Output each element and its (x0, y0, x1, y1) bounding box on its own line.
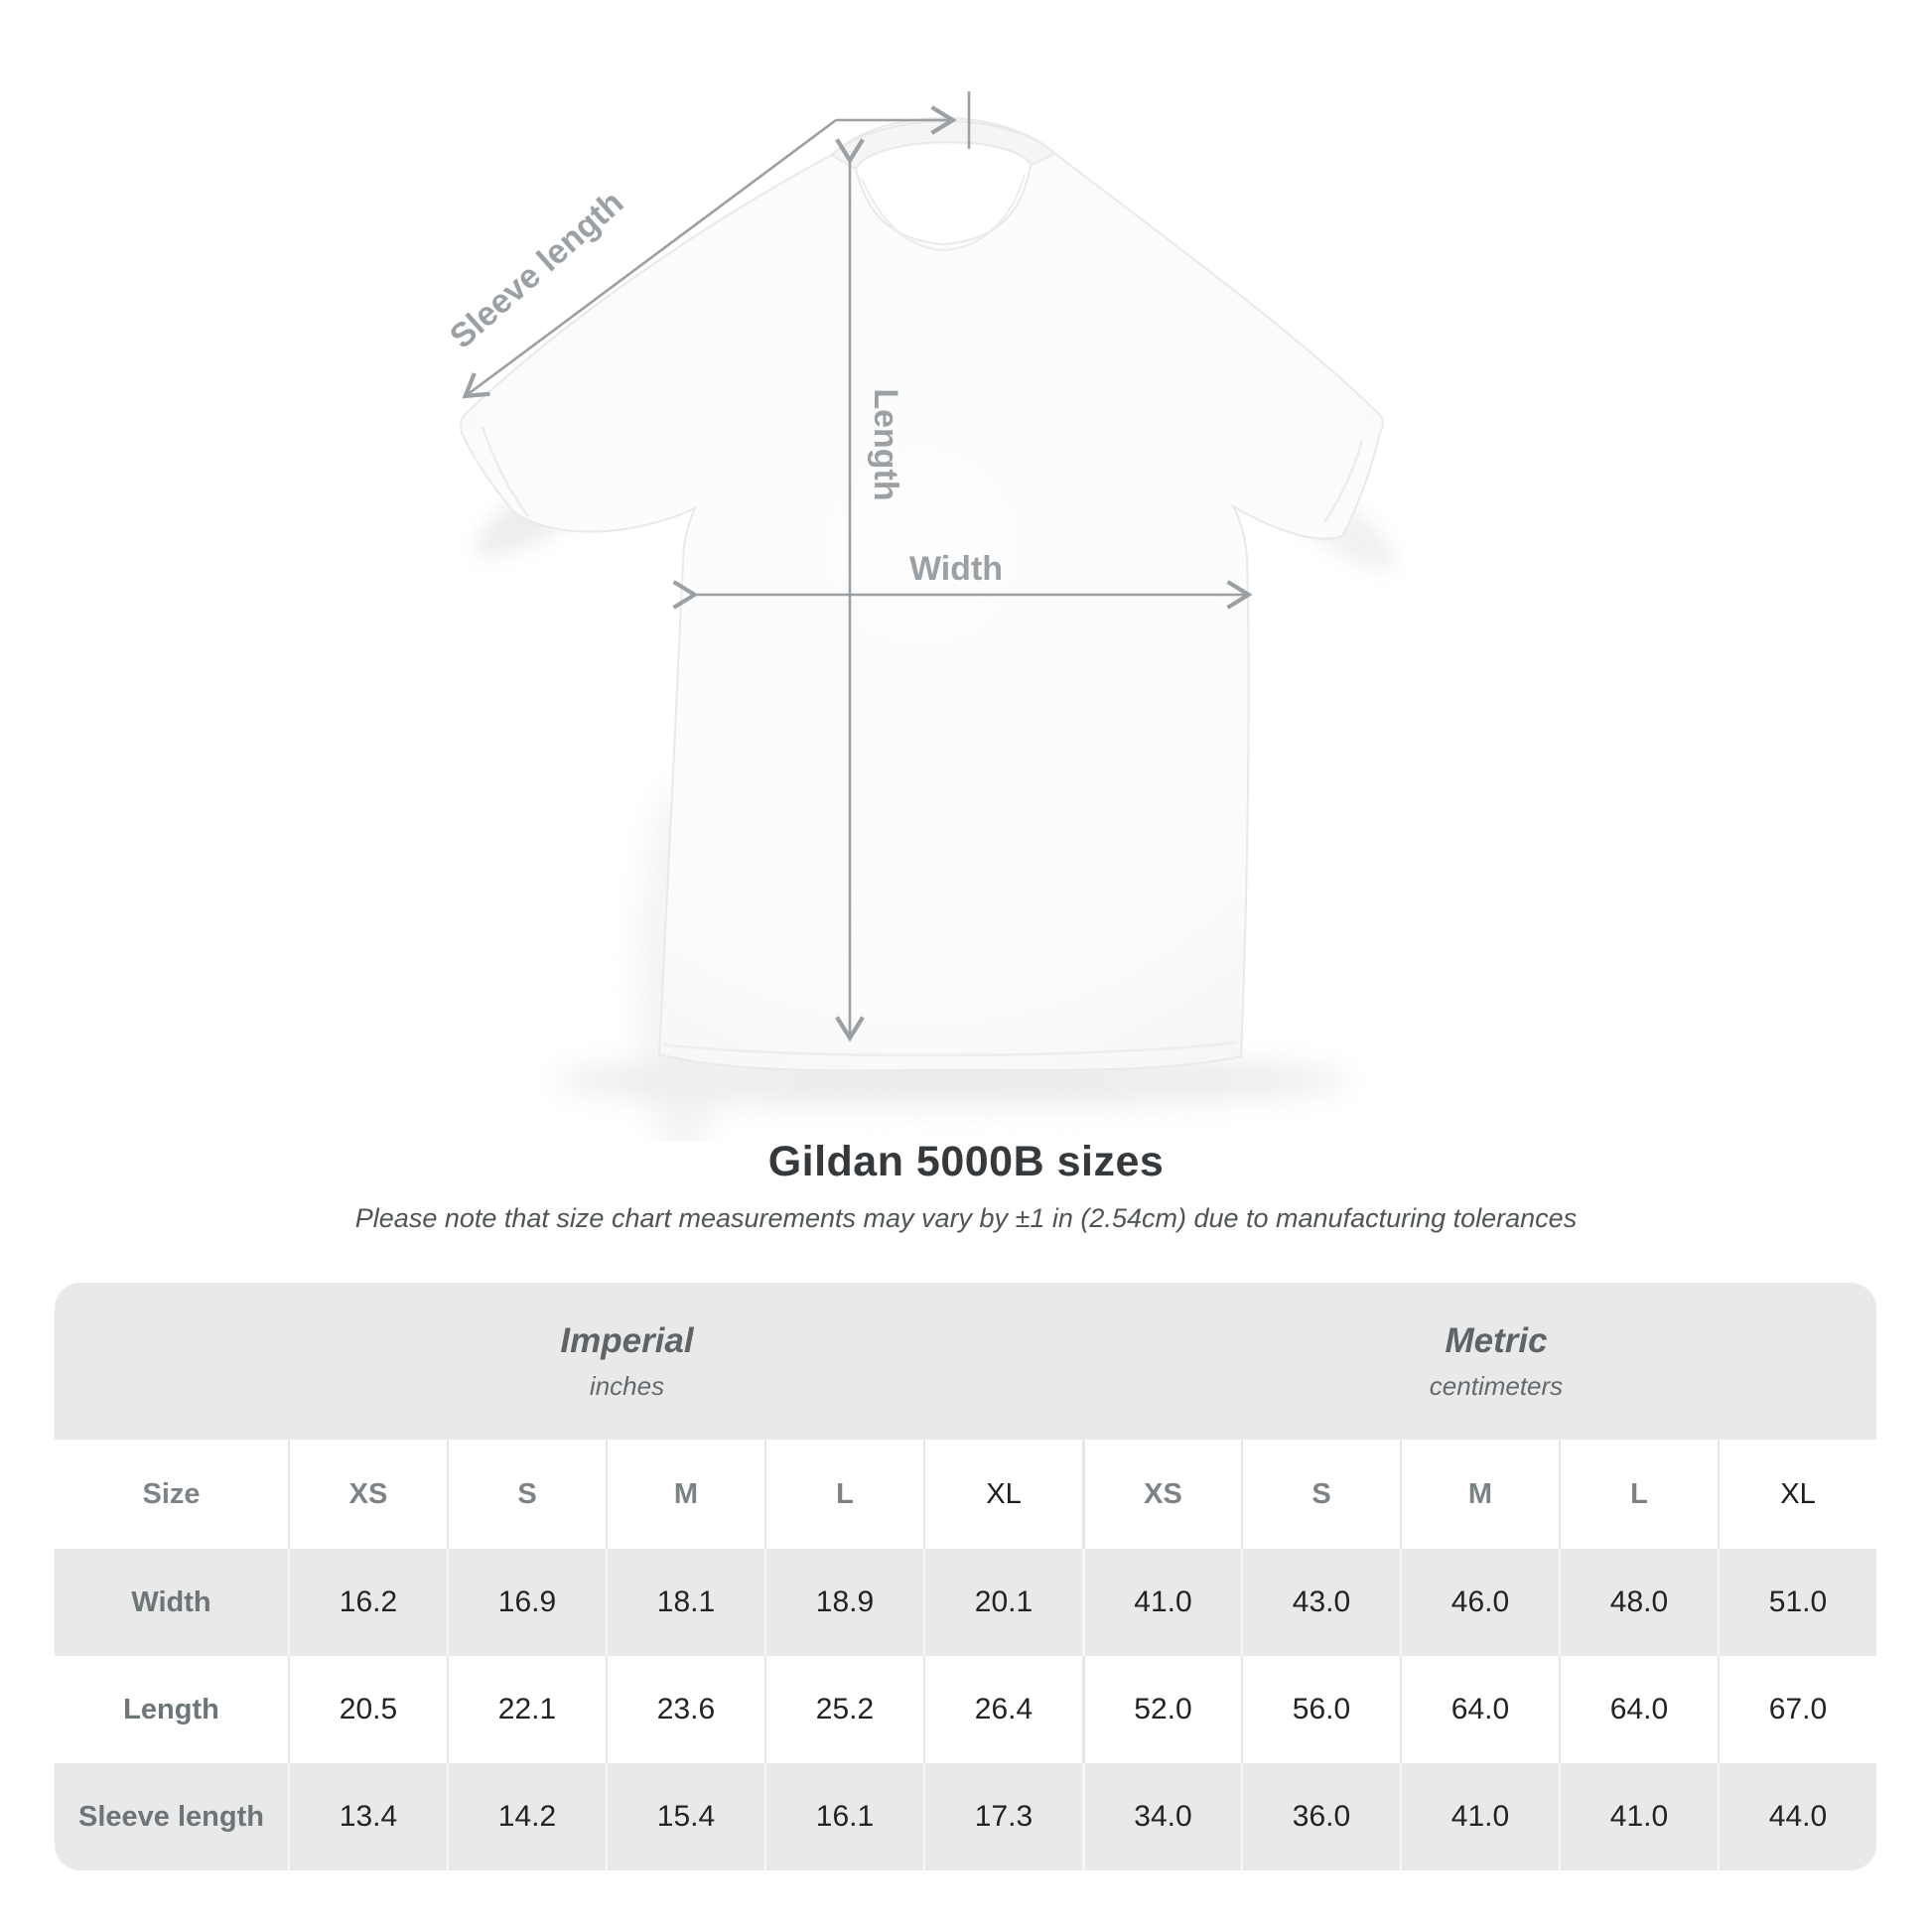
cell-value-text: 46.0 (1450, 1586, 1510, 1618)
cell-value-text: 64.0 (1450, 1693, 1510, 1725)
tolerance-note: Please note that size chart measurements may vary by ±1 in (2.54cm) due to manufacturing tolerances (354, 1203, 1578, 1233)
cell-value-text: 43.0 (1292, 1586, 1351, 1618)
sleeve-length-label: Sleeve length (443, 183, 631, 356)
size-header-cell (55, 1440, 288, 1549)
cell-value-text: L (1630, 1477, 1648, 1510)
value-cell (764, 1656, 923, 1763)
column-header (288, 1440, 447, 1549)
size-chart-table (55, 1283, 1876, 1870)
cell-label-text: Size (142, 1477, 201, 1510)
cell-value-text: 25.2 (815, 1693, 875, 1725)
cell-value-text: 16.2 (339, 1586, 398, 1618)
value-cell (1241, 1763, 1400, 1870)
cell-value-text: 15.4 (656, 1800, 716, 1833)
table-row (55, 1656, 1876, 1763)
size-grid (55, 1440, 1876, 1870)
value-cell (1400, 1763, 1559, 1870)
value-cell (606, 1549, 764, 1656)
value-cell (447, 1549, 606, 1656)
width-label: Width (908, 550, 1004, 588)
cell-value-text: 67.0 (1768, 1693, 1828, 1725)
value-cell (606, 1763, 764, 1870)
value-cell (1400, 1549, 1559, 1656)
cell-value-text: 64.0 (1609, 1693, 1669, 1725)
cell-value-text: 20.1 (974, 1586, 1034, 1618)
value-cell (1718, 1549, 1876, 1656)
column-header (1559, 1440, 1718, 1549)
value-cell (1082, 1549, 1241, 1656)
column-header (1400, 1440, 1559, 1549)
column-header (1241, 1440, 1400, 1549)
imperial-unit: inches (589, 1370, 665, 1401)
cell-value-text: XS (1144, 1477, 1182, 1510)
cell-value-text: 22.1 (497, 1693, 557, 1725)
column-header (447, 1440, 606, 1549)
cell-value-text: 13.4 (339, 1800, 398, 1833)
size-header-row (55, 1440, 1876, 1549)
value-cell (1559, 1763, 1718, 1870)
cell-value-text: 18.9 (815, 1586, 875, 1618)
cell-value-text: L (836, 1477, 854, 1510)
value-cell (1559, 1549, 1718, 1656)
cell-label-text: Length (123, 1693, 219, 1725)
cell-value-text: XL (986, 1477, 1022, 1510)
cell-value-text: XL (1780, 1477, 1816, 1510)
value-cell (923, 1763, 1082, 1870)
value-cell (1718, 1763, 1876, 1870)
cell-value-text: 56.0 (1292, 1693, 1351, 1725)
cell-value-text: XS (348, 1477, 388, 1510)
value-cell (447, 1656, 606, 1763)
length-label: Length (867, 388, 905, 501)
column-header (1718, 1440, 1876, 1549)
value-cell (923, 1549, 1082, 1656)
table-row (55, 1549, 1876, 1656)
value-cell (1559, 1656, 1718, 1763)
imperial-label: Imperial (560, 1320, 694, 1360)
value-cell (288, 1549, 447, 1656)
column-header (1082, 1440, 1241, 1549)
row-label (55, 1549, 288, 1656)
cell-label-text: Sleeve length (78, 1800, 264, 1833)
cell-value-text: S (1311, 1477, 1331, 1510)
value-cell (764, 1549, 923, 1656)
cell-label-text: Width (131, 1586, 211, 1618)
cell-value-text: 16.1 (815, 1800, 875, 1833)
cell-value-text: M (673, 1477, 699, 1510)
table-row (55, 1763, 1876, 1870)
value-cell (1082, 1763, 1241, 1870)
value-cell (1241, 1656, 1400, 1763)
cell-value-text: 44.0 (1768, 1800, 1828, 1833)
value-cell (288, 1763, 447, 1870)
cell-value-text: 36.0 (1292, 1800, 1351, 1833)
cell-value-text: 41.0 (1450, 1800, 1510, 1833)
cell-value-text: M (1467, 1477, 1493, 1510)
value-cell (447, 1763, 606, 1870)
cell-value-text: 14.2 (497, 1800, 557, 1833)
column-header (764, 1440, 923, 1549)
value-cell (764, 1763, 923, 1870)
cell-value-text: 17.3 (974, 1800, 1034, 1833)
value-cell (1718, 1656, 1876, 1763)
cell-value-text: 48.0 (1609, 1586, 1669, 1618)
imperial-group-header (55, 1283, 1082, 1440)
value-cell (1400, 1656, 1559, 1763)
value-cell (923, 1656, 1082, 1763)
cell-value-text: 20.5 (339, 1693, 398, 1725)
column-header (923, 1440, 1082, 1549)
cell-value-text: 18.1 (656, 1586, 716, 1618)
column-header (606, 1440, 764, 1549)
metric-group-header (1082, 1283, 1876, 1440)
value-cell (1082, 1656, 1241, 1763)
unit-group-header (55, 1283, 1876, 1440)
cell-value-text: 51.0 (1768, 1586, 1828, 1618)
metric-label: Metric (1445, 1320, 1548, 1360)
row-label (55, 1763, 288, 1870)
cell-value-text: 26.4 (974, 1693, 1034, 1725)
cell-value-text: S (517, 1477, 537, 1510)
value-cell (1241, 1549, 1400, 1656)
cell-value-text: 52.0 (1134, 1693, 1192, 1725)
value-cell (288, 1656, 447, 1763)
row-label (55, 1656, 288, 1763)
cell-value-text: 34.0 (1134, 1800, 1192, 1833)
cell-value-text: 23.6 (656, 1693, 716, 1725)
page-title: Gildan 5000B sizes (767, 1138, 1165, 1185)
value-cell (606, 1656, 764, 1763)
metric-unit: centimeters (1429, 1370, 1564, 1401)
cell-value-text: 16.9 (497, 1586, 557, 1618)
cell-value-text: 41.0 (1134, 1586, 1192, 1618)
cell-value-text: 41.0 (1609, 1800, 1669, 1833)
